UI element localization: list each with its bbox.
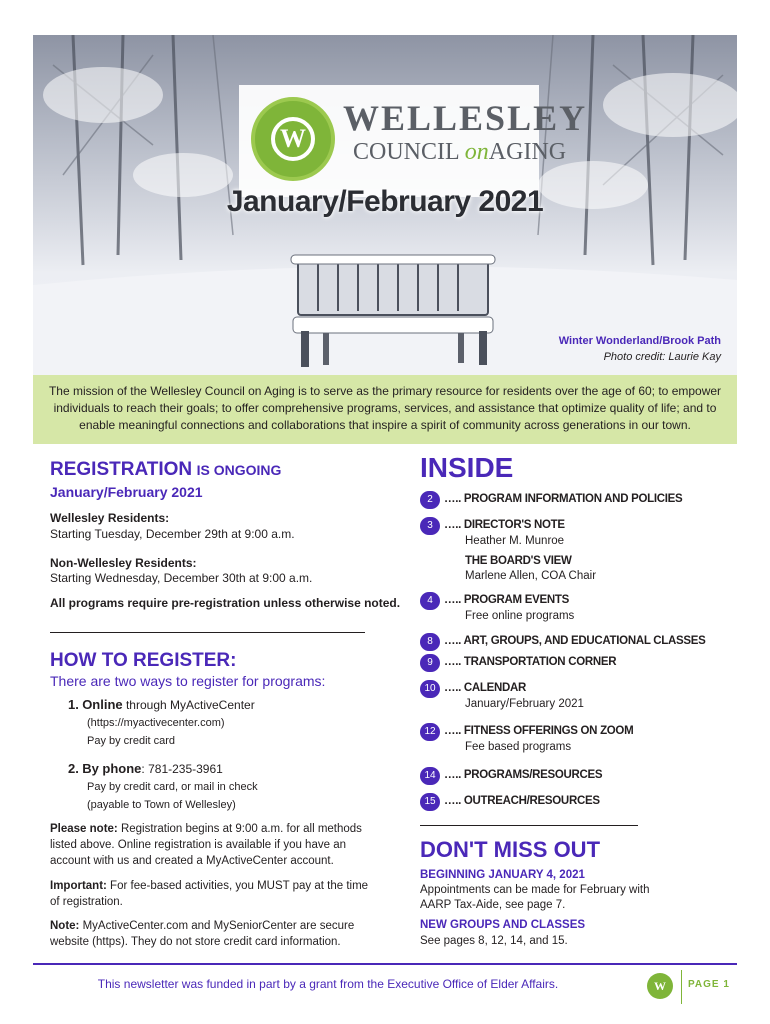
registration-note: Please note: Registration begins at 9:00 a.m. for all methods listed above. Online registration is available if you have an account with us and created a MyActiveCenter account. [50,823,362,867]
logo-name: WELLESLEY [343,98,588,138]
caption-credit: Photo credit: Laurie Kay [603,351,721,363]
photo-caption [559,333,721,365]
how-to-register-heading: HOW TO REGISTER: [50,650,237,671]
page-number-badge: 9 [420,654,440,672]
registration-heading: REGISTRATION IS ONGOING [50,459,282,480]
step-online: 1. Online through MyActiveCenter (https://myactivecenter.com) Pay by credit card [68,697,255,747]
security-note: Note: MyActiveCenter.com and MySeniorCenter are secure website (https). They do not store credit card information. [50,920,355,948]
payment-note: Important: For fee-based activities, you MUST pay at the time of registration. [50,880,369,908]
nonresidents-text: Starting Wednesday, December 30th at 9:00 a.m. [50,571,313,585]
residents-text: Starting Tuesday, December 29th at 9:00 a.m. [50,527,295,541]
cover-photo [33,35,737,375]
page-number-badge: 14 [420,767,440,785]
registration-dates: January/February 2021 [50,484,203,500]
right-divider [420,825,638,826]
page-number-badge: 10 [420,680,440,698]
page-number-badge: 4 [420,592,440,610]
page-number-badge: 3 [420,517,440,535]
prereg-note: All programs require pre-registration unless otherwise noted. [50,596,401,610]
step-phone: 2. By phone: 781-235-3961 Pay by credit card, or mail in check (payable to Town of Wellesley) [68,761,258,811]
page-number-badge: 15 [420,793,440,811]
footer-funding-note: This newsletter was funded in part by a grant from the Executive Office of Elder Affairs. [97,977,559,991]
footer-separator [681,970,682,1004]
dont-miss-item-heading: BEGINNING JANUARY 4, 2021 [420,869,585,881]
dont-miss-heading: DON'T MISS OUT [420,837,601,862]
left-divider [50,632,365,633]
footer-rule [33,963,737,965]
residents-heading: Wellesley Residents: [50,511,170,525]
logo-mark: W [271,117,315,161]
nonresidents-heading: Non-Wellesley Residents: [50,556,197,570]
dont-miss-item-text: Appointments can be made for February with AARP Tax-Aide, see page 7. [420,884,650,911]
page-number-badge: 2 [420,491,440,509]
page-number-badge: 8 [420,633,440,651]
wellesley-logo-small-icon: W [647,973,673,999]
page-number-badge: 12 [420,723,440,741]
logo-subtitle: COUNCIL onAGING [353,139,567,165]
wellesley-logo-icon [251,97,335,181]
how-to-register-subtitle: There are two ways to register for programs: [50,673,326,689]
dont-miss-item-heading: NEW GROUPS AND CLASSES [420,919,586,931]
page-number: PAGE 1 [688,979,730,990]
caption-title: Winter Wonderland/Brook Path [558,335,721,347]
issue-title: January/February 2021 [226,185,544,218]
mission-statement: The mission of the Wellesley Council on Aging is to serve as the primary resource for residents over the age of 60; to empower individuals to reach their goals; to offer comprehensive programs, services, and assistance that optimize quality of life; and to enable meaningful connections and collaborations that inspire a spirit of community across generations in our town. [33,375,737,444]
dont-miss-item-text: See pages 8, 12, 14, and 15. [420,935,568,947]
inside-heading: INSIDE [420,452,514,483]
